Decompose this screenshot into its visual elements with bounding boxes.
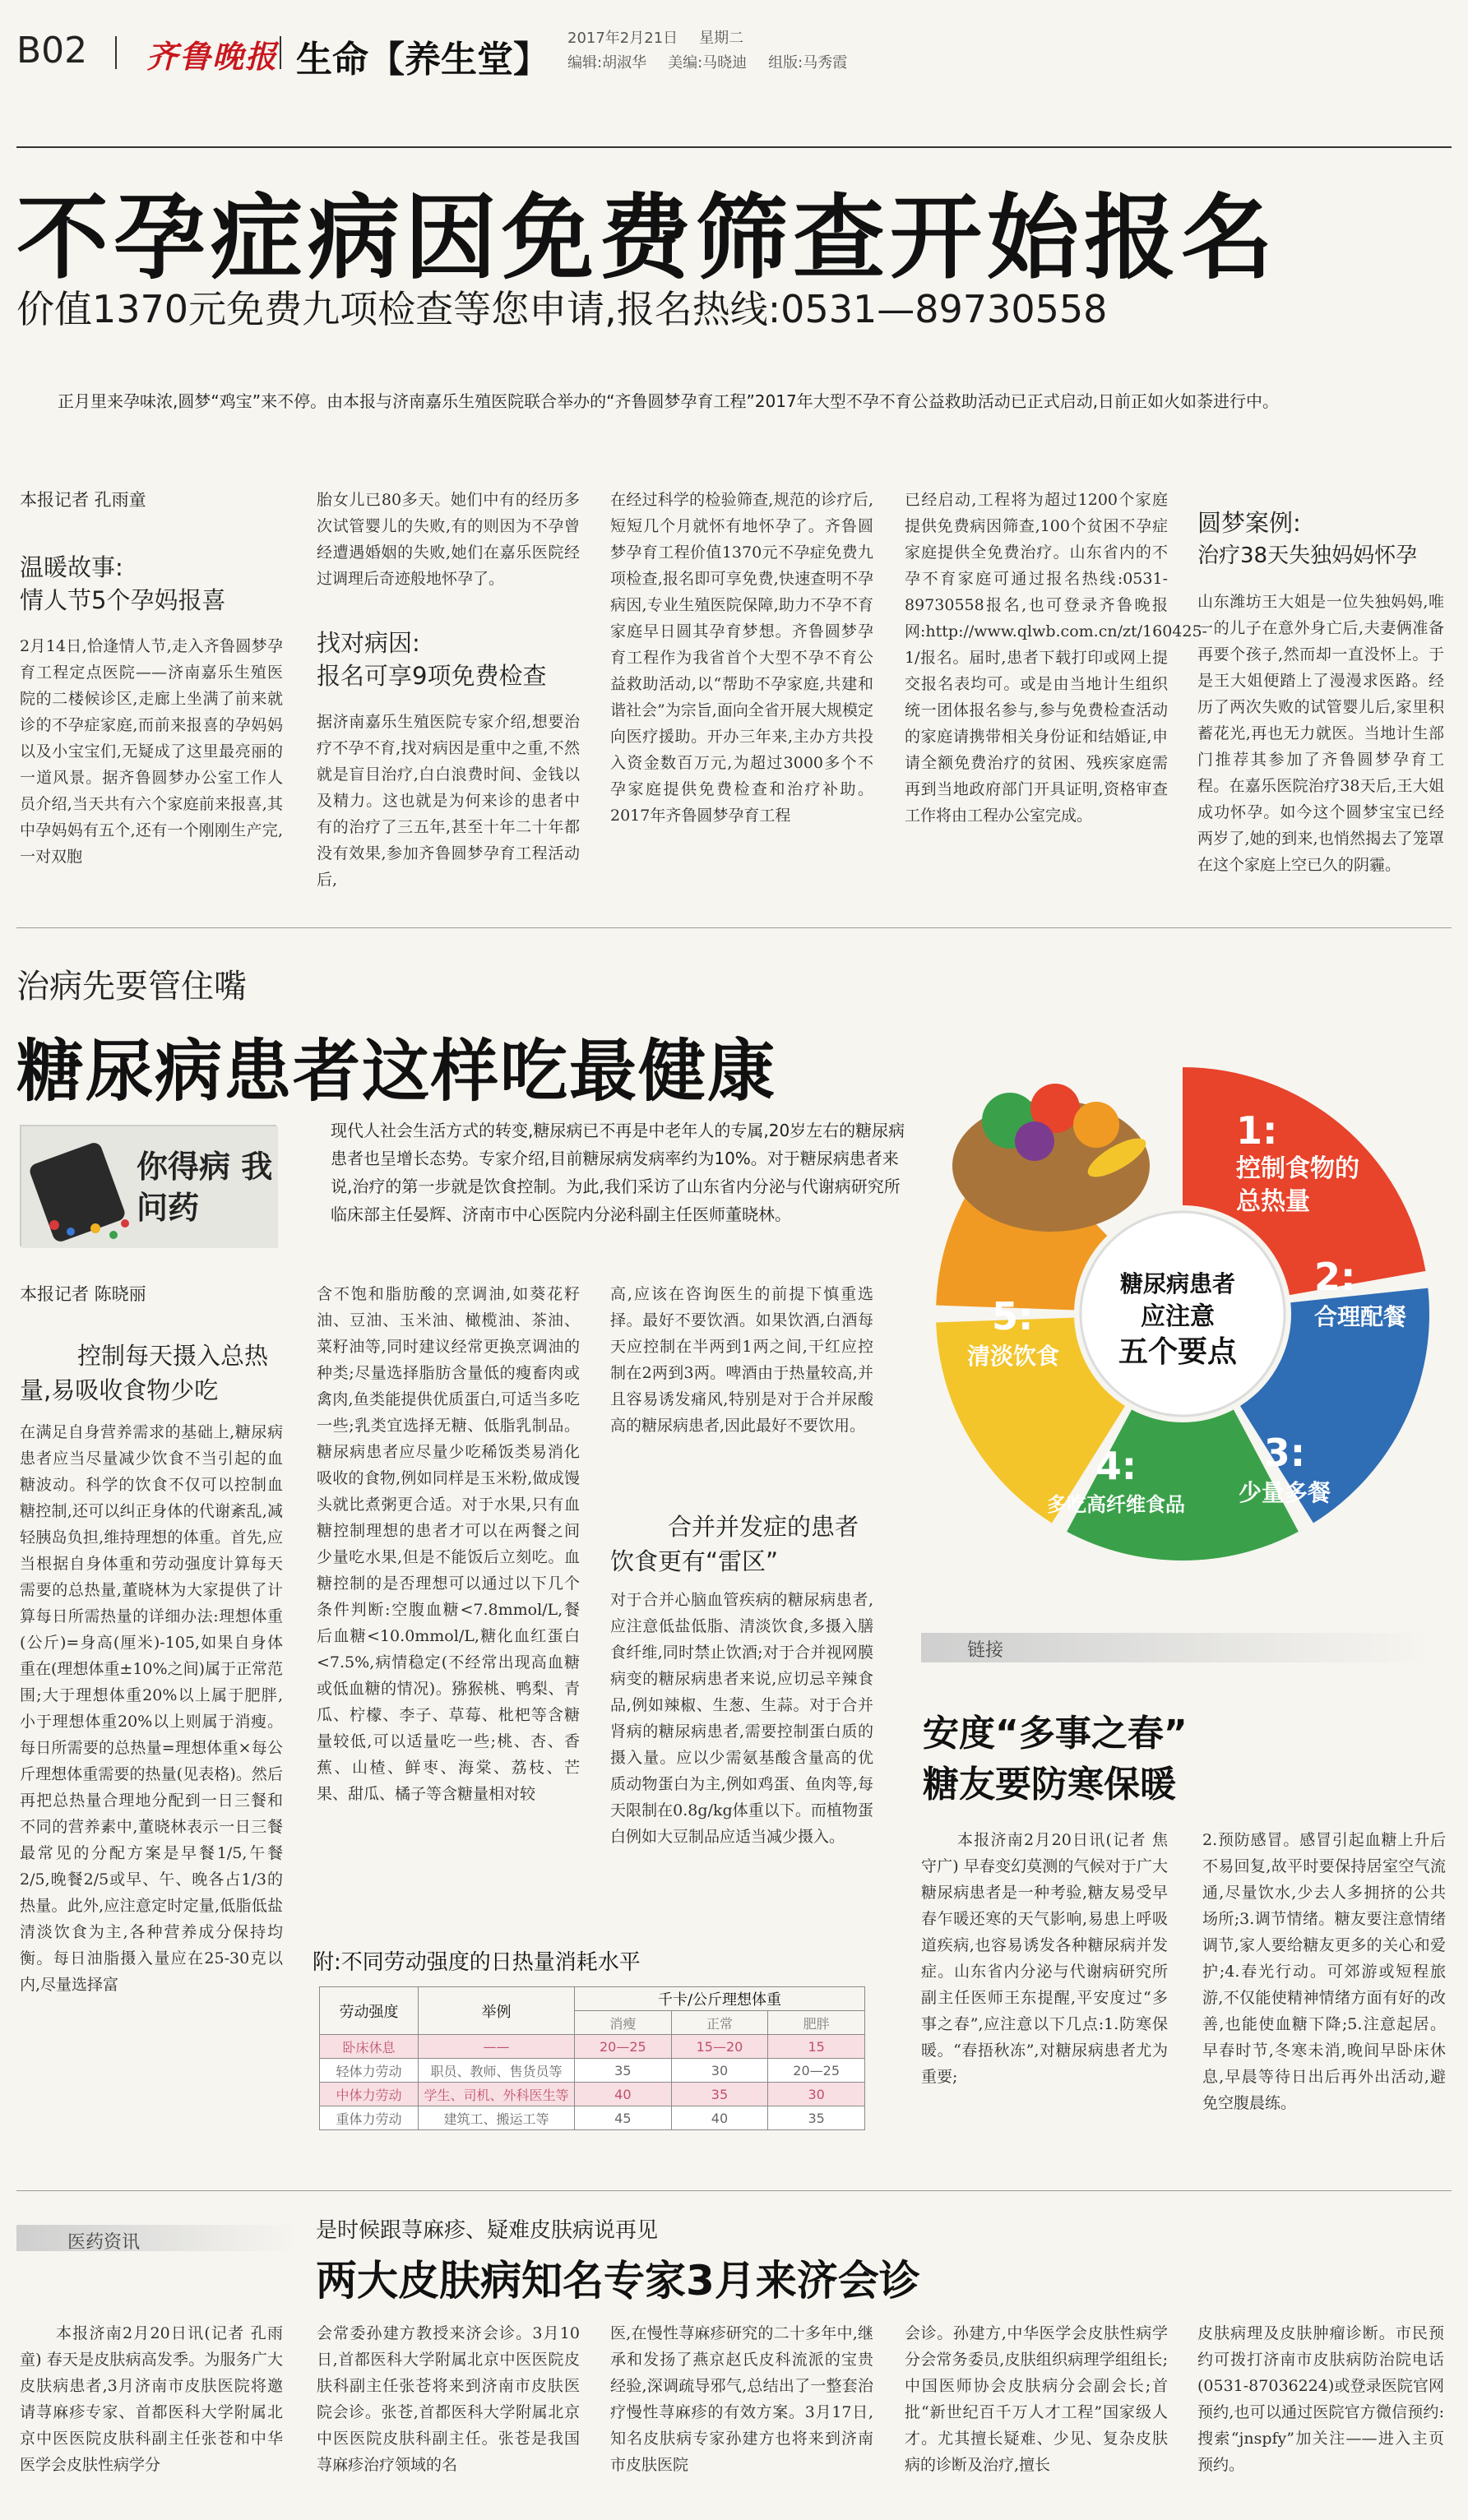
- story3-col1: 本报济南2月20日讯(记者 焦守广) 早春变幻莫测的气候对于广大糖尿病患者是一种考验,糖友易受早春乍暖还寒的天气影响,易患上呼吸道疾病,也容易诱发各种糖尿病并发症。山东省内分泌与代谢病研究所副主任医师王东提醒,平安度过“多事之春”,应注意以下几点:1.防寒保暖。“春捂秋冻”,对糖尿病患者尤为重要;: [921, 1831, 1168, 2086]
- story1-byline: 本报记者 孔雨童: [20, 490, 146, 510]
- table-row: [320, 2059, 865, 2083]
- wheel-center-line: 应注意: [1141, 1302, 1215, 1331]
- diet-tips-graphic: [919, 1043, 1431, 1565]
- table-cell: 30: [671, 2059, 768, 2083]
- link-tag: 链接: [967, 1640, 1004, 1661]
- table-row: [320, 2106, 865, 2130]
- point-number: 2:: [1314, 1255, 1356, 1299]
- table-header: 消瘦: [575, 2011, 672, 2035]
- wheel-center-line: 糖尿病患者: [1119, 1270, 1235, 1297]
- story2-headline: 糖尿病患者这样吃最健康: [16, 1033, 777, 1111]
- point-number: 5:: [992, 1294, 1034, 1339]
- wheel-center-line: 五个要点: [1118, 1335, 1237, 1369]
- table-cell: 45: [575, 2106, 672, 2130]
- story2-subhead-a: 控制每天摄入总热量,易吸收食物少吃: [20, 1342, 269, 1404]
- story2-col3a: 高,应该在咨询医生的前提下慎重选择。最好不要饮酒。如果饮酒,白酒每天应控制在半两到1两之间,干红应控制在2两到3两。啤酒由于热量较高,并且容易诱发痛风,特别是对于合并尿酸高的糖尿病患者,因此最好不要饮用。: [610, 1285, 873, 1435]
- wheel-point-5: [967, 1294, 1059, 1371]
- point-label: 控制食物的: [1236, 1154, 1359, 1183]
- table-cell: 35: [768, 2106, 865, 2130]
- table-cell: 15—20: [671, 2035, 768, 2059]
- story4-col5: 皮肤病理及皮肤肿瘤诊断。市民预约可拨打济南市皮肤病防治院电话(0531-87036224)或登录医院官网预约,也可以通过医院官方微信预约:搜索“jnspfy”加关注——进入主页预约。: [1197, 2324, 1444, 2474]
- column-banner-text: 你得病 我问药: [137, 1148, 273, 1226]
- subhead-line: 圆梦案例:: [1197, 509, 1301, 537]
- table-cell: 职员、教师、售货员等: [419, 2059, 575, 2083]
- story2-kicker: 治病先要管住嘴: [16, 968, 247, 1006]
- point-label: 清淡饮食: [967, 1343, 1060, 1370]
- story1-subhead-a: [20, 551, 291, 617]
- table-row: [320, 2083, 865, 2106]
- table-cell: 40: [671, 2106, 768, 2130]
- table-cell: 卧床休息: [320, 2035, 419, 2059]
- news-tag-bar: [16, 2225, 296, 2251]
- story4-headline: 两大皮肤病知名专家3月来济会诊: [316, 2257, 920, 2305]
- issue-date: 2017年2月21日: [567, 30, 678, 47]
- section-title: 生命【养生堂】: [296, 39, 549, 81]
- table-cell: 建筑工、搬运工等: [419, 2106, 575, 2130]
- masthead-divider: [280, 36, 281, 69]
- art-editor-credit: 美编:马晓迪: [668, 54, 748, 72]
- newspaper-logo: 齐鲁晚报: [146, 38, 279, 75]
- layout-credit: 组版:马秀霞: [768, 54, 848, 72]
- story1-subhead-b: [317, 627, 588, 692]
- wheel-point-4: [1047, 1444, 1185, 1517]
- story1-col5: 山东潍坊王大姐是一位失独妈妈,唯一的儿子在意外身亡后,夫妻俩准备再要个孩子,然而却一直没怀上。于是王大姐便踏上了漫漫求医路。经历了两次失败的试管婴儿后,家里积蓄花光,再也无力就医。当地计生部门推荐其参加了齐鲁圆梦孕育工程。在嘉乐医院治疗38天后,王大姐成功怀孕。如今这个圆梦宝宝已经两岁了,她的到来,也悄然揭去了笼罩在这个家庭上空已久的阴霾。: [1197, 593, 1444, 874]
- story1-col2b: 据济南嘉乐生殖医院专家介绍,想要治疗不孕不育,找对病因是重中之重,不然就是盲目治疗,白白浪费时间、金钱以及精力。这也就是为何来诊的患者中有的治疗了三五年,甚至十年二十年都没有效果,参加齐鲁圆梦孕育工程活动后,: [317, 713, 580, 889]
- table-cell: 轻体力劳动: [320, 2059, 419, 2083]
- story1-case-subhead: [1197, 506, 1444, 572]
- table-header: 肥胖: [768, 2011, 865, 2035]
- subhead-line: 找对病因:: [317, 629, 420, 657]
- wheel-center-text: [1104, 1268, 1252, 1371]
- story2-subhead-b: 合并并发症的患者饮食更有“雷区”: [610, 1513, 859, 1575]
- wheel-point-1: [1236, 1108, 1359, 1218]
- story4-kicker: 是时候跟荨麻疹、疑难皮肤病说再见: [316, 2218, 659, 2243]
- story2-lead: 现代人社会生活方式的转变,糖尿病已不再是中老年人的专属,20岁左右的糖尿病患者也呈增长态势。专家介绍,目前糖尿病发病率约为10%。对于糖尿病患者来说,治疗的第一步就是饮食控制。为此,我们采访了山东省内分泌与代谢病研究所临床部主任晏辉、济南市中心医院内分泌科副主任医师董晓林。: [331, 1121, 905, 1224]
- table-cell: 重体力劳动: [320, 2106, 419, 2130]
- point-label: 多吃高纤维食品: [1047, 1493, 1185, 1516]
- story3-col2: 2.预防感冒。感冒引起血糖上升后不易回复,故平时要保持居室空气流通,尽量饮水,少去人多拥挤的公共场所;3.调节情绪。糖友要注意情绪调节,家人要给糖友更多的关心和爱护;4.春光行动。可郊游或短程旅游,不仅能使精神情绪方面有好的改善,也能使血糖下降;5.注意起居。早春时节,冬寒未消,晚间早卧床休息,早晨等待日出后再外出活动,避免空腹晨练。: [1202, 1831, 1446, 2112]
- column-banner: [20, 1125, 276, 1246]
- story2-col3b: 对于合并心脑血管疾病的糖尿病患者,应注意低盐低脂、清淡饮食,多摄入膳食纤维,同时禁止饮酒;对于合并视网膜病变的糖尿病患者来说,应切忌辛辣食品,例如辣椒、生葱、生蒜。对于合并肾病的糖尿病患者,需要控制蛋白质的摄入量。应以少需氨基酸含量高的优质动物蛋白为主,例如鸡蛋、鱼肉等,每天限制在0.8g/kg体重以下。而植物蛋白例如大豆制品应适当减少摄入。: [610, 1591, 873, 1846]
- story1-headline: 不孕症病因免费筛查开始报名: [16, 185, 1278, 292]
- table-header: 举例: [419, 1987, 575, 2035]
- story2-byline: 本报记者 陈晓丽: [20, 1284, 146, 1304]
- table-cell: 20—25: [768, 2059, 865, 2083]
- story1-col3: 在经过科学的检验筛查,规范的诊疗后,短短几个月就怀有地怀孕了。齐鲁圆梦孕育工程价值1370元不孕症免费九项检查,报名即可享免费,快速查明不孕病因,专业生殖医院保障,助力不孕不育家庭早日圆其孕育梦想。齐鲁圆梦孕育工程作为我省首个大型不孕不育公益救助活动,以“帮助不孕家庭,共建和谐社会”为宗旨,面向全省开展大规模定向医疗援助。开办三年来,主办方共投入资金数百万元,为超过3000多个不孕家庭提供免费检查和治疗补助。2017年齐鲁圆梦孕育工程: [610, 491, 873, 825]
- point-label: 少量多餐: [1239, 1479, 1331, 1506]
- table-cell: 40: [575, 2083, 672, 2106]
- point-label: 总热量: [1236, 1187, 1310, 1216]
- masthead: [16, 18, 1452, 84]
- masthead-divider: [115, 36, 117, 69]
- table-header: 正常: [671, 2011, 768, 2035]
- issue-weekday: 星期二: [699, 30, 744, 47]
- table-cell: 中体力劳动: [320, 2083, 419, 2106]
- table-cell: ——: [419, 2035, 575, 2059]
- story3-headline: [923, 1709, 1188, 1810]
- news-tag: 医药资讯: [67, 2232, 141, 2253]
- table-header: 千卡/公斤理想体重: [575, 1987, 865, 2011]
- masthead-rule: [16, 146, 1452, 148]
- masthead-meta: [567, 26, 868, 76]
- page-number: B02: [16, 30, 88, 72]
- point-number: 4:: [1095, 1444, 1137, 1488]
- story1-col2a: 胎女儿已80多天。她们中有的经历多次试管婴儿的失败,有的则因为不孕曾经遭遇婚姻的失败,她们在嘉乐医院经过调理后奇迹般地怀孕了。: [317, 491, 580, 588]
- story4-col2: 会常委孙建方教授来济会诊。3月10日,首都医科大学附属北京中医医院皮肤科副主任张苍将来到济南市皮肤医院会诊。张苍,首都医科大学附属北京中医医院皮肤科副主任。张苍是我国荨麻疹治疗领域的名: [317, 2324, 580, 2474]
- calorie-table-title: 附:不同劳动强度的日热量消耗水平: [313, 1950, 641, 1975]
- story4-col4: 会诊。孙建方,中华医学会皮肤性病学分会常务委员,皮肤组织病理学组组长;中国医师协会皮肤病分会副会长;首批“新世纪百千万人才工程”国家级人才。尤其擅长疑难、少见、复杂皮肤病的诊断及治疗,擅长: [905, 2324, 1168, 2474]
- point-label: 合理配餐: [1314, 1303, 1407, 1330]
- table-cell: 35: [671, 2083, 768, 2106]
- story2-col1: 在满足自身营养需求的基础上,糖尿病患者应当尽量减少饮食不当引起的血糖波动。科学的饮食不仅可以控制血糖控制,还可以纠正身体的代谢紊乱,减轻胰岛负担,维持理想的体重。首先,应当根据自身体重和劳动强度计算每天需要的总热量,董晓林为大家提供了计算每日所需热量的详细办法:理想体重(公斤)=身高(厘米)-105,如果自身体重在(理想体重±10%之间)属于正常范围;大于理想体重20%以上属于肥胖,小于理想体重20%以上则属于消瘦。每日所需要的总热量=理想体重×每公斤理想体重需要的热量(见表格)。然后再把总热量合理地分配到一日三餐和不同的营养素中,董晓林表示一日三餐最常见的分配方案是早餐1/5,午餐2/5,晚餐2/5或早、午、晚各占1/3的热量。此外,应注意定时定量,低脂低盐清淡饮食为主,各种营养成分保持均衡。每日油脂摄入量应在25-30克以内,尽量选择富: [20, 1423, 283, 1994]
- table-cell: 35: [575, 2059, 672, 2083]
- vegetable-basket-icon: [952, 1084, 1151, 1232]
- calorie-table: [319, 1986, 865, 2130]
- wheel-point-3: [1239, 1431, 1331, 1508]
- subhead-line: 报名可享9项免费检查: [317, 662, 547, 690]
- table-cell: 20—25: [575, 2035, 672, 2059]
- story1-lead: 正月里来孕味浓,圆梦“鸡宝”来不停。由本报与济南嘉乐生殖医院联合举办的“齐鲁圆梦孕育工程”2017年大型不孕不育公益救助活动已正式启动,日前正如火如荼进行中。: [58, 391, 1280, 411]
- section-divider: [16, 2190, 1452, 2191]
- story4-col1: 本报济南2月20日讯(记者 孔雨童) 春天是皮肤病高发季。为服务广大皮肤病患者,3月济南市皮肤医院将邀请荨麻疹专家、首都医科大学附属北京中医医院皮肤科副主任张苍和中华医学会皮肤性病学分: [20, 2324, 283, 2474]
- story1-subheadline: 价值1370元免费九项检查等您申请,报名热线:0531—89730558: [16, 287, 1108, 331]
- editor-credit: 编辑:胡淑华: [567, 54, 647, 72]
- section-divider: [16, 927, 1452, 928]
- story1-col4: 已经启动,工程将为超过1200个家庭提供免费病因筛查,100个贫困不孕症家庭提供全免费治疗。山东省内的不孕不育家庭可通过报名热线:0531-89730558报名,也可登录齐鲁晚报网:http://www.qlwb.com.cn/zt/160425-1/报名。届时,患者下载打印或网上提交报名表均可。或是由当地计生组织统一团体报名参与,参与免费检查活动的家庭请携带相关身份证和结婚证,申请全额免费治疗的贫困、残疾家庭需再到当地政府部门开具证明,资格审查工作将由工程办公室完成。: [905, 491, 1207, 825]
- story1-col1: 2月14日,恰逢情人节,走入齐鲁圆梦孕育工程定点医院——济南嘉乐生殖医院的二楼候诊区,走廊上坐满了前来就诊的不孕症家庭,而前来报喜的孕妈妈以及小宝宝们,无疑成了这里最亮丽的一道风景。据齐鲁圆梦办公室工作人员介绍,当天共有六个家庭前来报喜,其中孕妈妈有五个,还有一个刚刚生产完,一对双胞: [20, 637, 283, 866]
- table-cell: 30: [768, 2083, 865, 2106]
- subhead-line: 情人节5个孕妈报喜: [20, 586, 226, 614]
- headline-line: 糖友要防寒保暖: [923, 1764, 1176, 1806]
- table-cell: 15: [768, 2035, 865, 2059]
- point-number: 1:: [1236, 1108, 1278, 1153]
- wheel-point-2: [1314, 1255, 1406, 1332]
- point-number: 3:: [1263, 1431, 1306, 1475]
- headline-line: 安度“多事之春”: [923, 1713, 1188, 1755]
- table-row: [320, 2035, 865, 2059]
- subhead-line: 治疗38天失独妈妈怀孕: [1197, 543, 1418, 568]
- story2-col2: 含不饱和脂肪酸的烹调油,如葵花籽油、豆油、玉米油、橄榄油、茶油、菜籽油等,同时建议经常更换烹调油的种类;尽量选择脂肪含量低的瘦畜肉或禽肉,鱼类能提供优质蛋白,可适当多吃一些;乳类宜选择无糖、低脂乳制品。糖尿病患者应尽量少吃稀饭类易消化吸收的食物,例如同样是玉米粉,做成馒头就比煮粥更合适。对于水果,只有血糖控制理想的患者才可以在两餐之间少量吃水果,但是不能饭后立刻吃。血糖控制的是否理想可以通过以下几个条件判断:空腹血糖<7.8mmol/L,餐后血糖<10.0mmol/L,糖化血红蛋白<7.5%,病情稳定(不经常出现高血糖或低血糖的情况)。猕猴桃、鸭梨、青瓜、柠檬、李子、草莓、枇杷等含糖量较低,可以适量吃一些;桃、杏、香蕉、山楂、鲜枣、海棠、荔枝、芒果、甜瓜、橘子等含糖量相对较: [317, 1285, 580, 1803]
- subhead-line: 温暖故事:: [20, 553, 123, 581]
- table-header: 劳动强度: [320, 1987, 419, 2035]
- story4-col3: 医,在慢性荨麻疹研究的二十多年中,继承和发扬了燕京赵氏皮科流派的宝贵经验,深调疏导邪气,总结出了一整套治疗慢性荨麻疹的有效方案。3月17日,知名皮肤病专家孙建方也将来到济南市皮肤医院: [610, 2324, 873, 2474]
- table-cell: 学生、司机、外科医生等: [419, 2083, 575, 2106]
